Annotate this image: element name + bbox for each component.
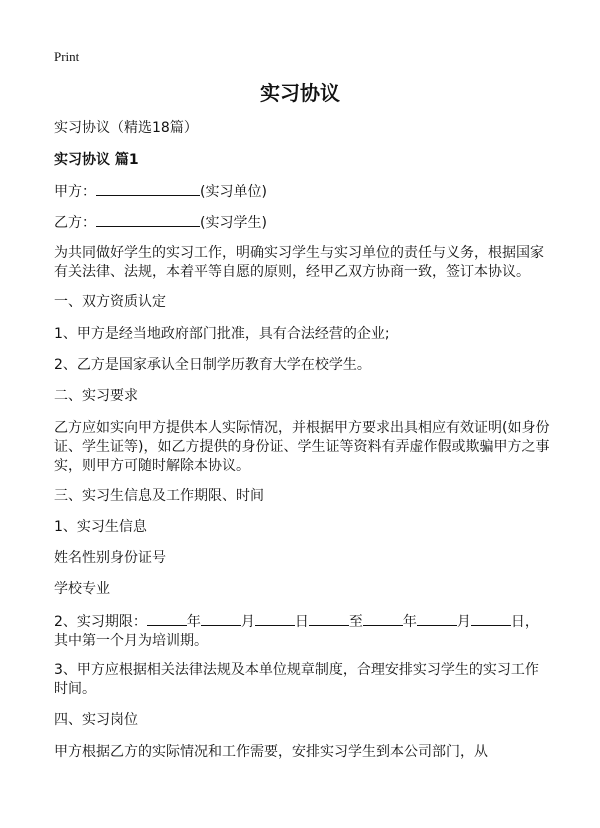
document-title: 实习协议 [260, 81, 340, 105]
section-2-title: 二、实习要求 [54, 388, 138, 404]
section-3-item-3: 3、甲方应根据相关法律法规及本单位规章制度，合理安排实习学生的实习工作时间。 [54, 662, 539, 697]
unit: 日 [294, 614, 309, 630]
unit: 月 [456, 614, 471, 630]
blank [417, 611, 457, 626]
party-b-blank [96, 212, 200, 227]
blank [201, 611, 241, 626]
period-tail: 其中第一个月为培训期。 [54, 633, 208, 649]
party-b-note: (实习学生) [200, 215, 267, 231]
section-1-title: 一、双方资质认定 [54, 294, 166, 310]
party-b-label: 乙方： [54, 215, 96, 231]
section-3-item-1: 1、实习生信息 [54, 519, 147, 535]
party-a-line [54, 181, 550, 202]
unit: 年 [186, 614, 201, 630]
period-line [54, 611, 550, 651]
party-b-line [54, 212, 550, 233]
section-1-item-2: 2、乙方是国家承认全日制学历教育大学在校学生。 [54, 357, 371, 373]
print-link[interactable]: Print [54, 49, 80, 64]
party-a-note: (实习单位) [200, 184, 267, 200]
blank [309, 611, 349, 626]
blank [363, 611, 403, 626]
unit: 年 [402, 614, 417, 630]
period-label: 2、实习期限： [54, 614, 147, 630]
unit: 月 [240, 614, 255, 630]
section-4-paragraph: 甲方根据乙方的实际情况和工作需要，安排实习学生到本公司部门，从 [54, 744, 488, 760]
intro-paragraph: 为共同做好学生的实习工作，明确实习学生与实习单位的责任与义务，根据国家有关法律、法规，本着平等自愿的原则，经甲乙双方协商一致，签订本协议。 [54, 245, 544, 280]
unit: 日， [510, 614, 539, 630]
subtitle: 实习协议（精选18篇） [54, 120, 198, 136]
section-heading: 实习协议 篇1 [54, 152, 139, 168]
blank [471, 611, 511, 626]
party-a-blank [96, 181, 200, 196]
section-4-title: 四、实习岗位 [54, 712, 138, 728]
section-3-title: 三、实习生信息及工作期限、时间 [54, 488, 264, 504]
section-1-item-1: 1、甲方是经当地政府部门批准，具有合法经营的企业; [54, 326, 390, 342]
student-fields-1: 姓名性别身份证号 [54, 550, 166, 566]
student-fields-2: 学校专业 [54, 581, 110, 597]
party-a-label: 甲方： [54, 184, 96, 200]
blank [255, 611, 295, 626]
section-2-paragraph: 乙方应如实向甲方提供本人实际情况，并根据甲方要求出具相应有效证明(如身份证、学生证等)，如乙方提供的身份证、学生证等资料有弄虚作假或欺骗甲方之事实，则甲方可随时解除本协议。 [54, 420, 550, 474]
blank [147, 611, 187, 626]
unit: 至 [348, 614, 363, 630]
